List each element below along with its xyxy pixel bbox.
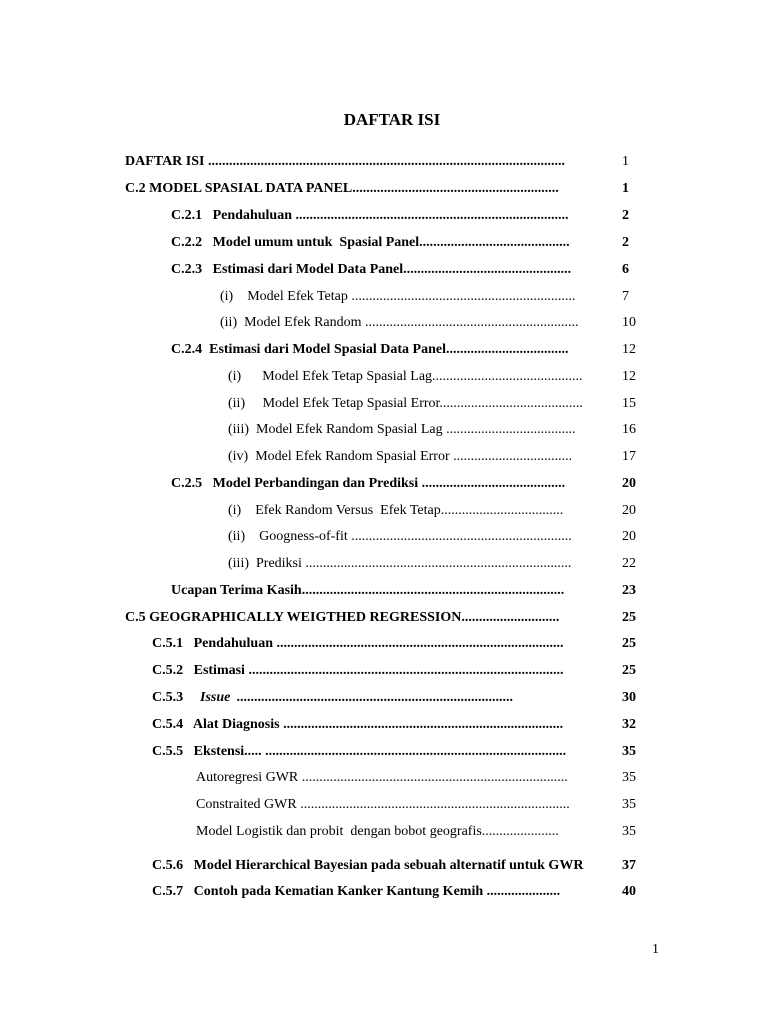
toc-entry-page: 2 (622, 235, 629, 250)
toc-entry-text: C.5.3 (152, 690, 184, 705)
toc-entry-page: 6 (622, 262, 629, 277)
toc-entry-text: C.2.1 Pendahuluan .............................................................................. (171, 208, 569, 223)
toc-entry-text: DAFTAR ISI ...................................................................................................... (125, 154, 565, 169)
toc-entry-text: (iii) Model Efek Random Spasial Lag ..................................... (228, 422, 576, 437)
toc-entry-page: 1 (622, 154, 629, 169)
toc-entry-text: C.5 GEOGRAPHICALLY WEIGTHED REGRESSION............................ (125, 610, 560, 625)
toc-entry-page: 32 (622, 717, 636, 732)
toc-entry-daftar-isi (125, 152, 633, 172)
toc-entry-page: 20 (622, 529, 636, 544)
toc-entry-text: (ii) Model Efek Tetap Spasial Error......................................... (228, 396, 583, 411)
toc-entry-page: 40 (622, 884, 636, 899)
toc-entry-text: C.5.1 Pendahuluan .................................................................................. (152, 636, 564, 651)
toc-entry-page: 16 (622, 422, 636, 437)
toc-entry-page: 17 (622, 449, 636, 464)
toc-entry-text: C.5.6 Model Hierarchical Bayesian pada sebuah alternatif untuk GWR (152, 858, 584, 873)
toc-entry-text: C.2.3 Estimasi dari Model Data Panel................................................ (171, 262, 572, 277)
toc-entry-c2 (125, 179, 637, 199)
toc-entry-page: 35 (622, 770, 636, 785)
toc-entry-text: Ucapan Terima Kasih........................................................................... (171, 583, 565, 598)
toc-entry-text: C.5.5 Ekstensi..... ...................................................................................... (152, 744, 567, 759)
page-number: 1 (652, 942, 659, 957)
toc-entry-page: 35 (622, 744, 636, 759)
toc-entry-text: C.2.2 Model umum untuk Spasial Panel........................................... (171, 235, 570, 250)
toc-entry-page: 1 (622, 181, 629, 196)
toc-entry-text: (iv) Model Efek Random Spasial Error .................................. (228, 449, 573, 464)
toc-entry-text: (iii) Prediksi ............................................................................ (228, 556, 572, 571)
toc-entry-text: (ii) Model Efek Random ............................................................. (220, 315, 579, 330)
toc-entry-page: 35 (622, 797, 636, 812)
toc-entry-page: 25 (622, 636, 636, 651)
toc-entry-page: 20 (622, 503, 636, 518)
toc-entry-page: 35 (622, 824, 636, 839)
toc-entry-text: C.2.4 Estimasi dari Model Spasial Data Panel................................... (171, 342, 569, 357)
toc-entry-leader: ............................................................................... (233, 690, 513, 705)
toc-entry-page: 12 (622, 342, 636, 357)
toc-entry-text: C.2.5 Model Perbandingan dan Prediksi ......................................... (171, 476, 566, 491)
toc-entry-page: 25 (622, 663, 636, 678)
toc-entry-page: 23 (622, 583, 636, 598)
toc-entry-page: 10 (622, 315, 636, 330)
toc-entry-page: 37 (622, 858, 636, 873)
toc-entry-text: (i) Efek Random Versus Efek Tetap................................... (228, 503, 564, 518)
toc-entry-text: Model Logistik dan probit dengan bobot geografis...................... (196, 824, 559, 839)
toc-entry-text: Autoregresi GWR ............................................................................ (196, 770, 568, 785)
toc-entry-text: C.5.4 Alat Diagnosis ................................................................................ (152, 717, 564, 732)
toc-entry-text: C.5.7 Contoh pada Kematian Kanker Kantung Kemih ..................... (152, 884, 561, 899)
toc-entry-page: 30 (622, 690, 636, 705)
toc-entry-page: 2 (622, 208, 629, 223)
toc-entry-page: 12 (622, 369, 636, 384)
toc-entry-text: C.5.2 Estimasi .......................................................................................... (152, 663, 564, 678)
toc-entry-page: 7 (622, 289, 629, 304)
toc-entry-text: Constraited GWR ............................................................................. (196, 797, 570, 812)
toc-entry-page: 25 (622, 610, 636, 625)
toc-entry-text: (i) Model Efek Tetap Spasial Lag........................................... (228, 369, 583, 384)
toc-entry-text-italic: Issue (200, 690, 231, 705)
toc-entry-page: 22 (622, 556, 636, 571)
toc-entry-text: C.2 MODEL SPASIAL DATA PANEL........................................................... (125, 181, 559, 196)
toc-entry-page: 15 (622, 396, 636, 411)
page-title: DAFTAR ISI (343, 110, 441, 129)
toc-entry-page: 20 (622, 476, 636, 491)
toc-entry-text: (ii) Googness-of-fit ............................................................... (228, 529, 572, 544)
toc-entry-text: (i) Model Efek Tetap ................................................................ (220, 289, 576, 304)
